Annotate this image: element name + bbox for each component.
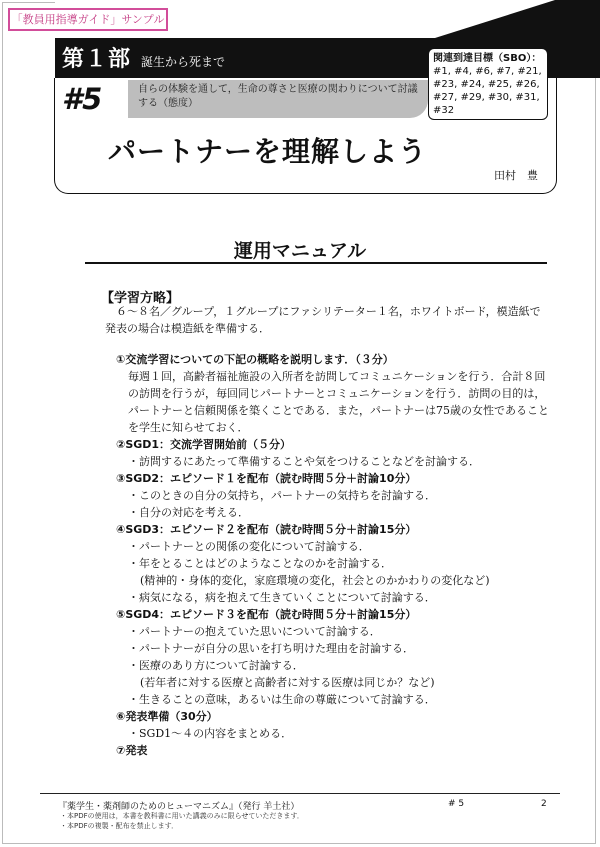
step-item: ・医療のあり方について討論する． (128, 659, 304, 672)
step-item: ・パートナーとの関係の変化について討論する． (128, 540, 370, 553)
sbo-title: 関連到達目標（SBO）： (433, 53, 542, 64)
step-body: 毎週１回，高齢者福祉施設の入所者を訪問してコミュニケーションを行う．合計８回の訪問を行うが，毎回同じパートナーとコミュニケーションを行う．訪問の目的は，パートナーと信頼関係を築くことである．また，パートナーは75歳の女性であることを学生に知らせておく． (128, 370, 549, 434)
step-item: ・SGD1〜４の内容をまとめる． (128, 727, 293, 740)
footer-source: 『薬学生・薬剤師のためのヒューマニズム』（発行 羊土社） (58, 802, 300, 812)
step-heading: ②SGD1：交流学習開始前（５分） (116, 438, 292, 451)
step-item: (精神的・身体的変化，家庭環境の変化，社会とのかかわりの変化など) (140, 574, 490, 587)
step-item: ・パートナーが自分の思いを打ち明けた理由を討論する． (128, 642, 414, 655)
page-number: 2 (541, 799, 547, 809)
step-item: ・年をとることはどのようなことなのかを討論する． (128, 557, 392, 570)
author: 田村 豊 (494, 169, 538, 182)
footer-chapter: # 5 (448, 799, 465, 809)
step-heading: ④SGD3：エピソード２を配布（読む時間５分＋討論15分） (116, 523, 417, 536)
guide-label: 「教員用指導ガイド」サンプル (8, 8, 168, 31)
step-item: ・病気になる，病を抱えて生きていくことについて討論する． (128, 591, 436, 604)
step-item: ・パートナーの抱えていた思いについて討論する． (128, 625, 381, 638)
header-white-slope (435, 0, 555, 38)
step-heading: ⑥発表準備（30分） (116, 710, 218, 723)
steps-list (116, 351, 556, 759)
step-item: ・自分の対応を考える． (128, 506, 249, 519)
goal-text: 自らの体験を通して，生命の尊さと医療の関わりについて討議する（態度） (138, 84, 418, 109)
step-heading: ③SGD2：エピソード１を配布（読む時間５分＋討論10分） (116, 472, 417, 485)
page-title: パートナーを理解しよう (108, 135, 428, 168)
step-heading: ⑤SGD4：エピソード３を配布（読む時間５分＋討論15分） (116, 608, 417, 621)
policy-text: ６〜８名／グループ，１グループにファシリテーター１名，ホワイトボード，模造紙で発表の場合は模造紙を準備する． (105, 305, 541, 335)
step-heading: ⑦発表 (116, 744, 148, 757)
footer-divider (40, 793, 560, 794)
step-item: ・訪問するにあたって準備することや気をつけることなどを討論する． (128, 455, 480, 468)
chapter-number: #5 (62, 82, 103, 116)
section-divider (85, 262, 547, 264)
footer-note-usage: ・本PDFの使用は，本書を教科書に用いた講義のみに限らせていただきます． (60, 812, 304, 820)
step-heading: ①交流学習についての下記の概略を説明します．（３分） (116, 353, 394, 366)
sbo-box (428, 48, 548, 120)
section-title: 運用マニュアル (233, 240, 367, 262)
step-item: ・このときの自分の気持ち，パートナーの気持ちを討論する． (128, 489, 436, 502)
step-item: ・生きることの意味，あるいは生命の尊厳について討論する． (128, 693, 436, 706)
step-item: (若年者に対する医療と高齢者に対する医療は同じか？など) (140, 676, 435, 689)
part-subtitle: 誕生から死まで (141, 55, 226, 69)
sbo-list: #1, #4, #6, #7, #21, #23, #24, #25, #26, #27, #29, #30, #31, #32 (433, 66, 542, 116)
part-number: 第１部 (62, 47, 132, 72)
policy-heading: 【学習方略】 (101, 291, 180, 306)
footer-note-copy: ・本PDFの複製・配布を禁止します． (60, 822, 179, 830)
part-title (62, 42, 225, 73)
